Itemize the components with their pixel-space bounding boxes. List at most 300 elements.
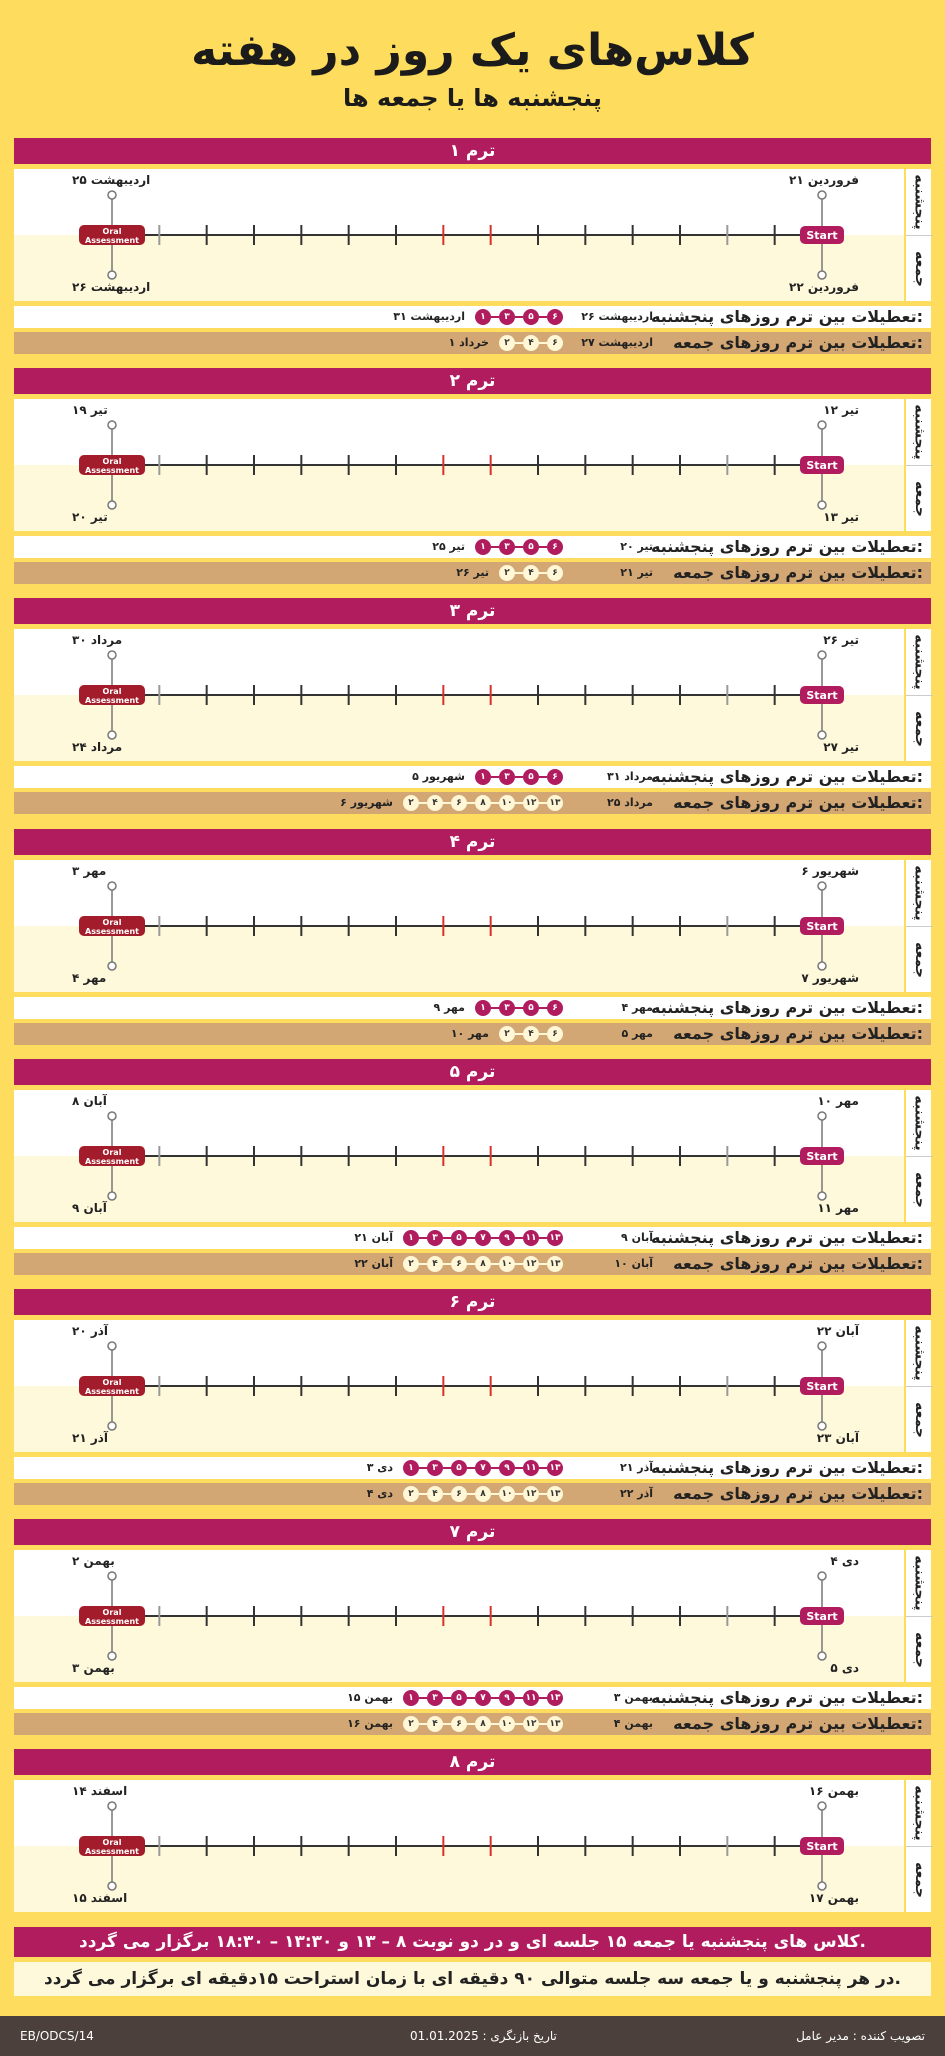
session-chip: ۴ <box>523 1026 539 1042</box>
break-to-date: ۱۰ مهر <box>450 1027 489 1040</box>
session-chip: ۹ <box>499 1460 515 1476</box>
term-timeline-panel <box>14 1550 931 1682</box>
session-chip: ۱۳ <box>547 1716 563 1732</box>
break-from-date: ۲۱ آذر <box>619 1461 653 1474</box>
start-pin-bottom <box>818 1652 826 1660</box>
term-section <box>14 1289 931 1505</box>
start-badge-text: Start <box>806 920 838 933</box>
break-title: تعطیلات بین ترم روزهای جمعه: <box>673 1024 923 1043</box>
term-timeline-panel <box>14 169 931 301</box>
date-label-fri-start: ۲۷ تیر <box>823 740 859 754</box>
timeline <box>14 1780 904 1912</box>
date-label-thu-start: ۲۶ تیر <box>823 633 859 647</box>
session-chip: ۱۲ <box>523 1486 539 1502</box>
chip-connector <box>539 1697 547 1699</box>
session-chip: ۸ <box>475 1716 491 1732</box>
date-label-fri-end: ۹ آبان <box>72 1201 107 1215</box>
break-title: تعطیلات بین ترم روزهای پنجشنبه: <box>651 307 923 326</box>
break-from-date: ۱۰ آبان <box>614 1257 653 1270</box>
day-label-text: جمعه <box>911 1861 928 1898</box>
break-title: تعطیلات بین ترم روزهای جمعه: <box>673 793 923 812</box>
break-to-date: ۶ شهریور <box>340 796 393 809</box>
session-chip: ۵ <box>523 309 539 325</box>
date-label-fri-end: ۲۴ مرداد <box>72 740 123 754</box>
break-from-date: ۲۵ مرداد <box>607 796 653 809</box>
date-label-thu-end: ۳۰ مرداد <box>72 633 123 647</box>
break-sessions <box>475 769 563 785</box>
day-labels <box>904 1780 931 1912</box>
end-pin-bottom <box>108 1652 116 1660</box>
chip-connector <box>515 1237 523 1239</box>
end-pin-bottom <box>108 1422 116 1430</box>
chip-connector <box>467 1263 475 1265</box>
day-labels <box>904 629 931 761</box>
chip-connector <box>515 1033 523 1035</box>
day-label-friday <box>906 465 933 531</box>
session-chip: ۶ <box>547 769 563 785</box>
session-chip: ۲ <box>499 335 515 351</box>
date-label-thu-start: ۲۲ آبان <box>816 1324 859 1338</box>
session-chip: ۱۳ <box>547 1690 563 1706</box>
day-label-thursday <box>906 1320 933 1386</box>
session-chip: ۱ <box>403 1230 419 1246</box>
break-sessions <box>403 1230 563 1246</box>
session-chip: ۴ <box>427 795 443 811</box>
day-label-friday <box>906 1616 933 1682</box>
day-label-thursday <box>906 860 933 926</box>
start-badge-text: Start <box>806 689 838 702</box>
day-label-text: پنجشنبه <box>911 1325 928 1381</box>
session-chip: ۳ <box>499 1000 515 1016</box>
oral-badge-text: Oral <box>102 687 122 696</box>
date-label-thu-end: ۸ آبان <box>72 1094 107 1108</box>
fri-break-strip <box>14 792 931 814</box>
chip-connector <box>539 572 547 574</box>
date-label-thu-end: ۱۹ تیر <box>72 403 108 417</box>
end-pin-bottom <box>108 501 116 509</box>
date-label-fri-end: ۲۰ تیر <box>72 510 108 524</box>
break-from-date: ۳ بهمن <box>613 1691 653 1704</box>
start-badge-text: Start <box>806 1610 838 1623</box>
oral-badge-text: Assessment <box>85 236 139 245</box>
start-pin-bottom <box>818 731 826 739</box>
end-pin-top <box>108 191 116 199</box>
day-label-friday <box>906 235 933 301</box>
page-header <box>0 0 945 135</box>
date-label-thu-start: ۶ شهریور <box>801 864 859 878</box>
day-label-text: جمعه <box>911 250 928 287</box>
break-title: تعطیلات بین ترم روزهای پنجشنبه: <box>651 998 923 1017</box>
footer-revision: تاریخ بازنگری : 01.01.2025 <box>410 2029 557 2043</box>
chip-connector <box>539 776 547 778</box>
end-pin-bottom <box>108 1882 116 1890</box>
session-chip: ۶ <box>547 1000 563 1016</box>
chip-connector <box>443 1467 451 1469</box>
chip-connector <box>515 1007 523 1009</box>
date-label-fri-end: ۱۵ اسفند <box>72 1891 128 1905</box>
end-pin-bottom <box>108 1192 116 1200</box>
chip-connector <box>539 316 547 318</box>
day-label-thursday <box>906 1780 933 1846</box>
footer <box>0 2016 945 2056</box>
break-sessions <box>403 1486 563 1502</box>
fri-break-strip <box>14 1713 931 1735</box>
chip-connector <box>515 546 523 548</box>
note-schedule: کلاس های پنجشنبه یا جمعه ۱۵ جلسه ای و در دو نوبت ۸ – ۱۳ و ۱۳:۳۰ – ۱۸:۳۰ برگزار می گردد. <box>14 1927 931 1957</box>
end-pin-bottom <box>108 271 116 279</box>
session-chip: ۱۱ <box>523 1460 539 1476</box>
break-title: تعطیلات بین ترم روزهای جمعه: <box>673 1254 923 1273</box>
start-pin-bottom <box>818 962 826 970</box>
break-title: تعطیلات بین ترم روزهای جمعه: <box>673 1714 923 1733</box>
footer-code: EB/ODCS/14 <box>20 2029 94 2043</box>
day-label-friday <box>906 695 933 761</box>
break-sessions <box>499 565 563 581</box>
day-label-text: پنجشنبه <box>911 1555 928 1611</box>
break-to-date: ۲۵ تیر <box>432 540 465 553</box>
start-pin-top <box>818 421 826 429</box>
date-label-thu-end: ۲ بهمن <box>72 1554 115 1568</box>
date-label-thu-start: ۱۰ مهر <box>817 1094 859 1108</box>
session-chip: ۶ <box>547 539 563 555</box>
oral-badge-text: Assessment <box>85 1617 139 1626</box>
chip-connector <box>539 1007 547 1009</box>
session-chip: ۷ <box>475 1460 491 1476</box>
date-label-fri-start: ۵ دی <box>830 1661 859 1675</box>
oral-badge-text: Assessment <box>85 466 139 475</box>
start-pin-top <box>818 651 826 659</box>
session-chip: ۵ <box>523 1000 539 1016</box>
session-chip: ۵ <box>451 1690 467 1706</box>
session-chip: ۶ <box>451 1256 467 1272</box>
chip-connector <box>491 316 499 318</box>
end-pin-bottom <box>108 962 116 970</box>
day-labels <box>904 399 931 531</box>
break-to-date: ۱۶ بهمن <box>347 1717 393 1730</box>
term-title: ترم ۸ <box>14 1749 931 1775</box>
chip-connector <box>467 1697 475 1699</box>
chip-connector <box>515 342 523 344</box>
session-chip: ۲ <box>403 1486 419 1502</box>
date-label-fri-end: ۴ مهر <box>72 971 107 985</box>
date-label-fri-end: ۳ بهمن <box>72 1661 115 1675</box>
chip-connector <box>539 342 547 344</box>
chip-connector <box>539 1467 547 1469</box>
day-label-text: جمعه <box>911 1171 928 1208</box>
session-chip: ۱۰ <box>499 1256 515 1272</box>
session-chip: ۴ <box>523 335 539 351</box>
start-badge-text: Start <box>806 1380 838 1393</box>
break-to-date: ۱ خرداد <box>448 336 489 349</box>
date-label-fri-start: ۷ شهریور <box>801 971 859 985</box>
day-label-text: پنجشنبه <box>911 1095 928 1151</box>
session-chip: ۴ <box>427 1716 443 1732</box>
session-chip: ۶ <box>451 1486 467 1502</box>
break-sessions <box>403 1460 563 1476</box>
session-chip: ۷ <box>475 1230 491 1246</box>
break-to-date: ۳ دی <box>366 1461 393 1474</box>
session-chip: ۱۲ <box>523 795 539 811</box>
chip-connector <box>419 1237 427 1239</box>
session-chip: ۵ <box>523 539 539 555</box>
term-timeline-panel <box>14 1090 931 1222</box>
date-label-fri-start: ۲۲ فروردین <box>789 280 859 294</box>
term-timeline-panel <box>14 399 931 531</box>
session-chip: ۳ <box>499 539 515 555</box>
end-pin-top <box>108 1112 116 1120</box>
session-chip: ۱۲ <box>523 1256 539 1272</box>
chip-connector <box>539 1723 547 1725</box>
oral-badge-text: Oral <box>102 227 122 236</box>
chip-connector <box>515 316 523 318</box>
break-sessions <box>403 795 563 811</box>
timeline <box>14 629 904 761</box>
session-chip: ۳ <box>499 309 515 325</box>
break-sessions <box>499 335 563 351</box>
session-chip: ۳ <box>427 1690 443 1706</box>
oral-badge-text: Oral <box>102 1378 122 1387</box>
term-timeline-panel <box>14 1320 931 1452</box>
start-pin-bottom <box>818 271 826 279</box>
session-chip: ۳ <box>427 1230 443 1246</box>
chip-connector <box>419 1723 427 1725</box>
fri-break-strip <box>14 332 931 354</box>
fri-break-strip <box>14 1253 931 1275</box>
term-section <box>14 138 931 354</box>
oral-badge-text: Oral <box>102 457 122 466</box>
session-chip: ۶ <box>547 565 563 581</box>
chip-connector <box>491 1697 499 1699</box>
thu-break-strip <box>14 997 931 1019</box>
start-badge-text: Start <box>806 1150 838 1163</box>
term-section <box>14 1519 931 1735</box>
fri-break-strip <box>14 562 931 584</box>
day-label-thursday <box>906 629 933 695</box>
break-sessions <box>403 1256 563 1272</box>
date-label-fri-start: ۱۷ بهمن <box>808 1891 859 1905</box>
timeline <box>14 399 904 531</box>
term-section <box>14 1749 931 1912</box>
chip-connector <box>491 1493 499 1495</box>
day-label-text: جمعه <box>911 941 928 978</box>
chip-connector <box>515 1263 523 1265</box>
session-chip: ۱ <box>475 539 491 555</box>
day-labels <box>904 860 931 992</box>
term-title: ترم ۴ <box>14 829 931 855</box>
term-title: ترم ۲ <box>14 368 931 394</box>
break-to-date: ۲۲ آبان <box>354 1257 393 1270</box>
end-pin-top <box>108 1342 116 1350</box>
chip-connector <box>515 1493 523 1495</box>
session-chip: ۸ <box>475 1256 491 1272</box>
chip-connector <box>491 1723 499 1725</box>
chip-connector <box>491 546 499 548</box>
term-timeline-panel <box>14 629 931 761</box>
start-badge-text: Start <box>806 459 838 472</box>
chip-connector <box>467 802 475 804</box>
thu-break-strip <box>14 536 931 558</box>
end-pin-top <box>108 1572 116 1580</box>
chip-connector <box>539 1033 547 1035</box>
chip-connector <box>443 1263 451 1265</box>
chip-connector <box>491 1237 499 1239</box>
term-title: ترم ۳ <box>14 598 931 624</box>
chip-connector <box>467 1237 475 1239</box>
chip-connector <box>467 1493 475 1495</box>
break-to-date: ۴ دی <box>366 1487 393 1500</box>
break-from-date: ۴ بهمن <box>613 1717 653 1730</box>
session-chip: ۶ <box>451 795 467 811</box>
start-pin-bottom <box>818 1422 826 1430</box>
session-chip: ۱۰ <box>499 795 515 811</box>
chip-connector <box>515 776 523 778</box>
term-title: ترم ۷ <box>14 1519 931 1545</box>
session-chip: ۴ <box>427 1486 443 1502</box>
start-pin-top <box>818 882 826 890</box>
oral-badge-text: Assessment <box>85 1157 139 1166</box>
day-label-text: پنجشنبه <box>911 634 928 690</box>
session-chip: ۸ <box>475 795 491 811</box>
start-pin-top <box>818 1342 826 1350</box>
break-sessions <box>403 1716 563 1732</box>
session-chip: ۱۳ <box>547 1256 563 1272</box>
break-sessions <box>403 1690 563 1706</box>
session-chip: ۲ <box>403 1716 419 1732</box>
chip-connector <box>515 1697 523 1699</box>
day-label-text: جمعه <box>911 1401 928 1438</box>
term-title: ترم ۶ <box>14 1289 931 1315</box>
start-pin-bottom <box>818 1192 826 1200</box>
chip-connector <box>443 1237 451 1239</box>
day-label-text: جمعه <box>911 1631 928 1668</box>
start-badge-text: Start <box>806 229 838 242</box>
chip-connector <box>419 1467 427 1469</box>
break-to-date: ۳۱ اردیبهشت <box>393 310 465 323</box>
chip-connector <box>539 802 547 804</box>
page-title: کلاس‌های یک روز در هفته <box>191 25 754 76</box>
date-label-fri-start: ۱۳ تیر <box>823 510 859 524</box>
term-section <box>14 1059 931 1275</box>
break-from-date: ۲۷ اردیبهشت <box>581 336 653 349</box>
break-from-date: ۵ مهر <box>621 1027 653 1040</box>
session-chip: ۱۳ <box>547 1230 563 1246</box>
day-labels <box>904 1320 931 1452</box>
date-label-thu-end: ۲۵ اردیبهشت <box>72 173 151 187</box>
date-label-fri-start: ۲۳ آبان <box>816 1431 859 1445</box>
oral-badge-text: Oral <box>102 1148 122 1157</box>
date-label-fri-start: ۱۱ مهر <box>817 1201 859 1215</box>
chip-connector <box>515 802 523 804</box>
term-timeline-panel <box>14 1780 931 1912</box>
oral-badge-text: Assessment <box>85 1387 139 1396</box>
chip-connector <box>419 1263 427 1265</box>
day-label-thursday <box>906 1090 933 1156</box>
end-pin-top <box>108 651 116 659</box>
session-chip: ۱۰ <box>499 1716 515 1732</box>
chip-connector <box>515 572 523 574</box>
session-chip: ۱ <box>403 1690 419 1706</box>
end-pin-top <box>108 882 116 890</box>
session-chip: ۲ <box>499 565 515 581</box>
chip-connector <box>539 1263 547 1265</box>
timeline <box>14 860 904 992</box>
session-chip: ۱ <box>475 769 491 785</box>
chip-connector <box>443 1697 451 1699</box>
timeline <box>14 1320 904 1452</box>
session-chip: ۶ <box>547 1026 563 1042</box>
start-pin-top <box>818 1112 826 1120</box>
fri-break-strip <box>14 1483 931 1505</box>
session-chip: ۵ <box>523 769 539 785</box>
end-pin-top <box>108 421 116 429</box>
day-label-text: پنجشنبه <box>911 1785 928 1841</box>
chip-connector <box>515 1723 523 1725</box>
session-chip: ۱ <box>475 1000 491 1016</box>
date-label-thu-start: ۱۲ تیر <box>823 403 859 417</box>
session-chip: ۱۳ <box>547 1486 563 1502</box>
session-chip: ۱۱ <box>523 1230 539 1246</box>
session-chip: ۱۳ <box>547 1460 563 1476</box>
chip-connector <box>443 1723 451 1725</box>
footer-approved: تصویب کننده : مدیر عامل <box>796 2029 925 2043</box>
chip-connector <box>491 802 499 804</box>
chip-connector <box>491 1007 499 1009</box>
break-title: تعطیلات بین ترم روزهای پنجشنبه: <box>651 1228 923 1247</box>
session-chip: ۳ <box>499 769 515 785</box>
session-chip: ۶ <box>547 309 563 325</box>
day-label-friday <box>906 1846 933 1912</box>
chip-connector <box>539 1493 547 1495</box>
break-title: تعطیلات بین ترم روزهای پنجشنبه: <box>651 767 923 786</box>
note-sessions: در هر پنجشنبه و یا جمعه سه جلسه متوالی ۹۰ دقیقه ای با زمان استراحت ۱۵دقیقه ای برگزار می گردد. <box>14 1962 931 1996</box>
thu-break-strip <box>14 306 931 328</box>
day-labels <box>904 1090 931 1222</box>
chip-connector <box>419 802 427 804</box>
break-from-date: ۲۶ اردیبهشت <box>581 310 653 323</box>
chip-connector <box>467 1723 475 1725</box>
oral-badge-text: Assessment <box>85 927 139 936</box>
chip-connector <box>491 1263 499 1265</box>
session-chip: ۸ <box>475 1486 491 1502</box>
thu-break-strip <box>14 766 931 788</box>
break-from-date: ۲۱ تیر <box>620 566 653 579</box>
session-chip: ۶ <box>451 1716 467 1732</box>
break-to-date: ۵ شهریور <box>412 770 465 783</box>
session-chip: ۱۰ <box>499 1486 515 1502</box>
thu-break-strip <box>14 1457 931 1479</box>
day-label-friday <box>906 1156 933 1222</box>
term-title: ترم ۱ <box>14 138 931 164</box>
break-title: تعطیلات بین ترم روزهای پنجشنبه: <box>651 1688 923 1707</box>
day-label-thursday <box>906 1550 933 1616</box>
session-chip: ۵ <box>451 1460 467 1476</box>
chip-connector <box>491 776 499 778</box>
session-chip: ۱ <box>403 1460 419 1476</box>
oral-badge-text: Assessment <box>85 1847 139 1856</box>
break-to-date: ۲۱ آبان <box>354 1231 393 1244</box>
oral-badge-text: Oral <box>102 1838 122 1847</box>
day-label-text: پنجشنبه <box>911 865 928 921</box>
page-subtitle: پنجشنبه ها یا جمعه ها <box>343 84 602 112</box>
break-title: تعطیلات بین ترم روزهای جمعه: <box>673 1484 923 1503</box>
session-chip: ۲ <box>499 1026 515 1042</box>
date-label-fri-end: ۲۱ آذر <box>72 1431 109 1445</box>
day-label-thursday <box>906 399 933 465</box>
thu-break-strip <box>14 1687 931 1709</box>
session-chip: ۱۲ <box>523 1716 539 1732</box>
start-pin-top <box>818 191 826 199</box>
day-labels <box>904 1550 931 1682</box>
